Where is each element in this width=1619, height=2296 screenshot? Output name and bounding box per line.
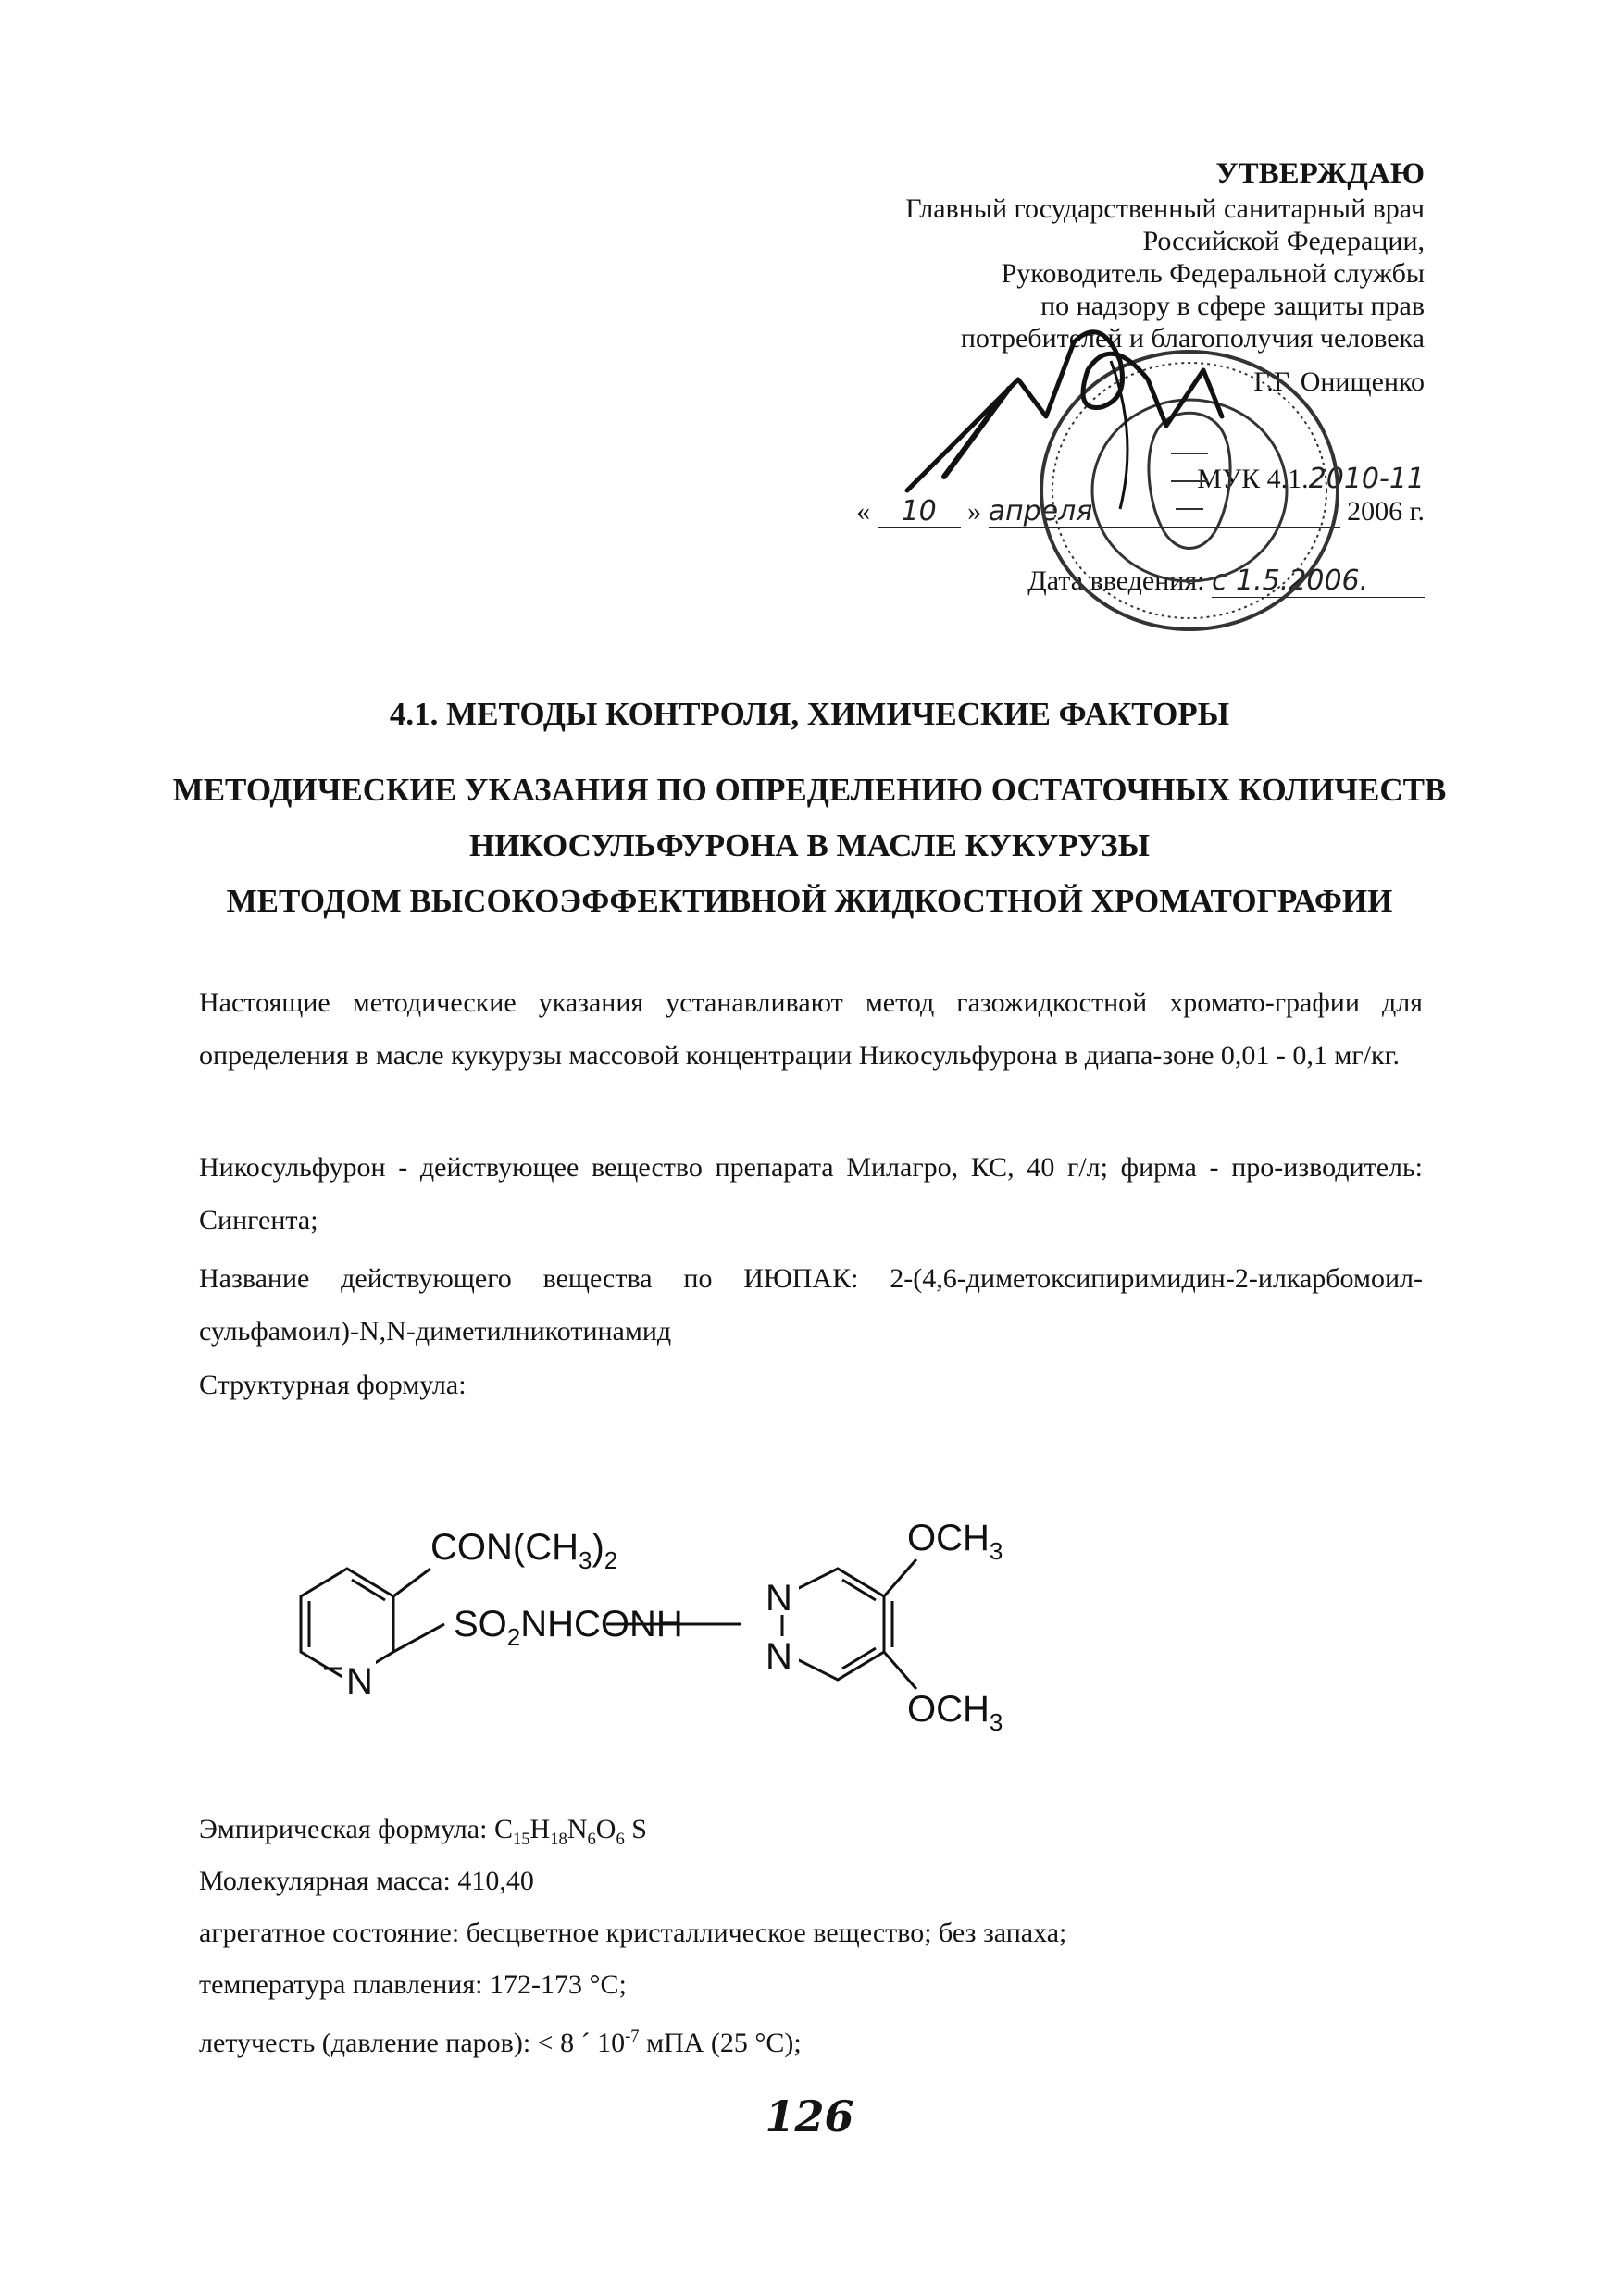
formula-n-pyrimidine-bottom: N [766, 1636, 792, 1677]
formula-n-pyridine: N [346, 1661, 373, 1702]
approval-line: Руководитель Федеральной службы [1001, 258, 1425, 289]
formula-och3-top: $OCH_3$ [907, 1518, 1003, 1565]
melting-value: 172-173 °С; [490, 1969, 627, 2000]
paragraph-substance-text: Никосульфурон - действующее вещество препарата Милагро, КС, 40 г/л; фирма - про-изводитель: Сингента; [199, 1152, 1423, 1235]
state-value: бесцветное кристаллическое вещество; без запаха; [466, 1917, 1067, 1948]
molecular-mass [199, 1863, 534, 1900]
approval-line: Главный государственный санитарный врач [905, 193, 1425, 224]
formula-n-pyrimidine-top: N [766, 1578, 792, 1619]
volatility-value: < 8 ´ $10^{-7}$ мПА (25 °С); [537, 2027, 802, 2058]
empirical-formula [199, 1811, 647, 1858]
doc-number-prefix: МУК 4.1. [1197, 464, 1309, 494]
date-year: 2006 г. [1347, 496, 1425, 527]
formula-top-group: $CON(CH_3)_2$ [430, 1527, 618, 1574]
paragraph-substance [199, 1141, 1423, 1247]
formula-och3-bottom: $OCH_3$ [907, 1689, 1003, 1736]
title-line-1: МЕТОДИЧЕСКИЕ УКАЗАНИЯ ПО ОПРЕДЕЛЕНИЮ ОСТАТОЧНЫХ КОЛИЧЕСТВ [172, 772, 1447, 808]
intro-date-label: Дата введения: [1027, 565, 1205, 596]
signature-icon [889, 305, 1333, 546]
approval-line: по надзору в сфере защиты прав [1040, 291, 1425, 321]
volatility-label: летучесть (давление паров): [199, 2028, 531, 2058]
approval-signer: Г.Г. Онищенко [1253, 366, 1425, 397]
date-quote: » [967, 496, 982, 527]
formula-bridge: $SO_2NHCONH$ [454, 1604, 683, 1651]
date-day: 10 [878, 495, 961, 528]
title-line-3: МЕТОДОМ ВЫСОКОЭФФЕКТИВНОЙ ЖИДКОСТНОЙ ХРОМАТОГРАФИИ [226, 883, 1393, 919]
volatility [199, 2018, 802, 2062]
date-quote: « [856, 496, 871, 527]
section-heading: 4.1. МЕТОДЫ КОНТРОЛЯ, ХИМИЧЕСКИЕ ФАКТОРЫ [389, 696, 1230, 732]
date-month: апреля [989, 495, 1340, 528]
page-number: 126 [765, 2091, 854, 2141]
paragraph-iupac [199, 1252, 1423, 1358]
paragraph-iupac-text: Название действующего вещества по ИЮПАК: 2-(4,6-диметоксипиримидин-2-илкарбомоил-сульфамоил)-N,N-диметилникотинамид [199, 1263, 1423, 1347]
empirical-label: Эмпирическая формула: [199, 1814, 488, 1844]
state-label: агрегатное состояние: [199, 1917, 460, 1948]
melting-point [199, 1967, 627, 2004]
title-line-2: НИКОСУЛЬФУРОНА В МАСЛЕ КУКУРУЗЫ [469, 827, 1150, 863]
structural-formula-label: Структурная формула: [199, 1370, 467, 1400]
empirical-value: $C_{15}H_{18}N_6O_6$ S [493, 1814, 647, 1849]
structural-formula [268, 1471, 1148, 1768]
approval-title: УТВЕРЖДАЮ [1215, 157, 1425, 191]
intro-date-value: с 1.5.2006. [1212, 565, 1425, 598]
paragraph-intro [199, 976, 1423, 1082]
approval-line: Российской Федерации, [1142, 226, 1425, 256]
mass-value: 410,40 [457, 1866, 534, 1896]
aggregate-state [199, 1915, 1066, 1952]
approval-line: потребителей и благополучия человека [960, 323, 1425, 354]
paragraph-intro-text: Настоящие методические указания устанавливают метод газожидкостной хромато-графии для определения в масле кукурузы массовой концентрации Никосульфурона в диапа-зоне 0,01 - 0,1 мг/кг. [199, 987, 1423, 1071]
doc-number-handwritten: 2010-11 [1308, 463, 1425, 495]
mass-label: Молекулярная масса: [199, 1866, 451, 1896]
melting-label: температура плавления: [199, 1969, 483, 2000]
